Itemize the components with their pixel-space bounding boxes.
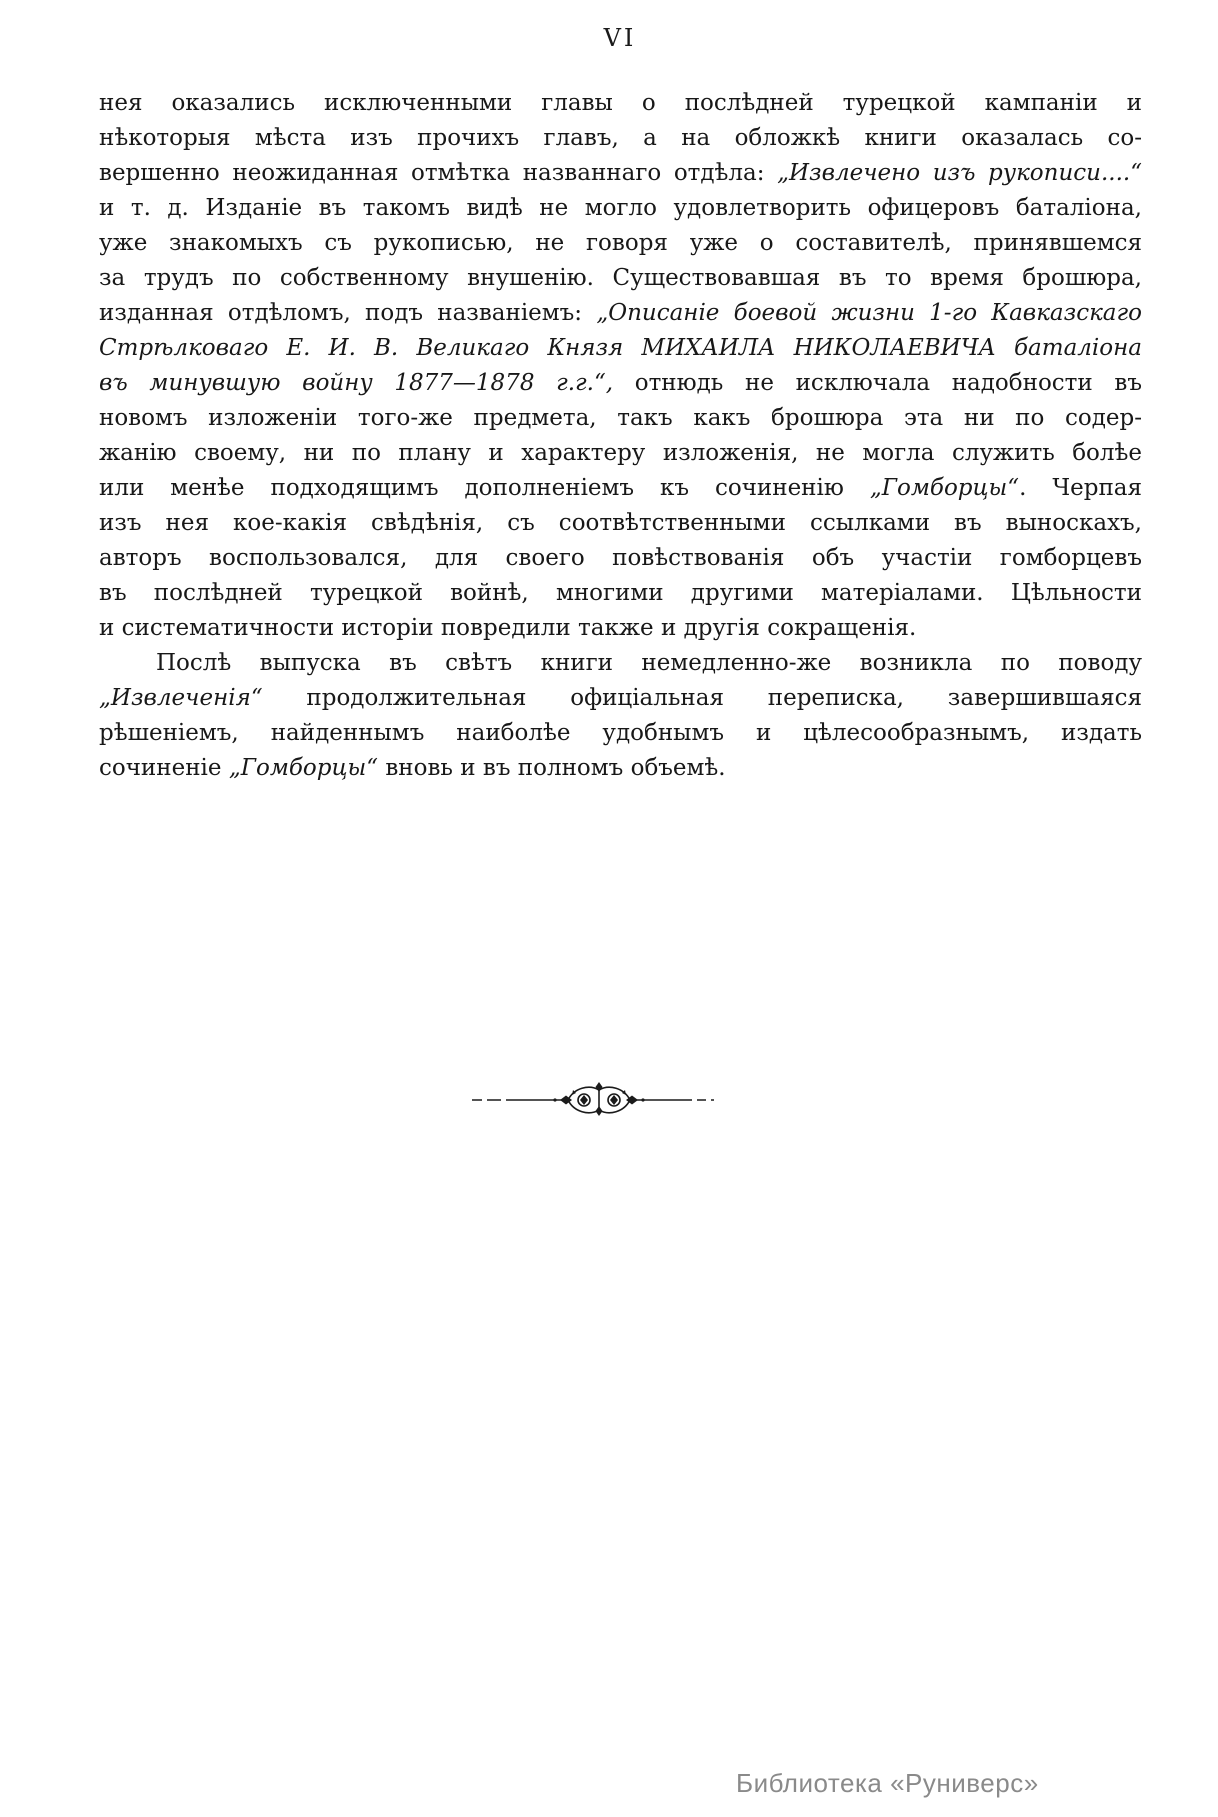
text-line [99,191,1142,226]
italic-text: „Извлеченія“ [99,685,263,711]
body-text-segment: за трудъ по собственному внушенію. Существовавшая въ то время брошюра, [99,265,1142,291]
text-line [99,611,1142,646]
body-text-segment: и т. д. Изданіе въ такомъ видѣ не могло удовлетворить офицеровъ баталіона, [99,195,1142,221]
text-line [99,646,1142,681]
body-text-segment: новомъ изложеніи того-же предмета, такъ какъ брошюра эта ни по содер- [99,405,1142,431]
body-text-segment: нѣкоторыя мѣста изъ прочихъ главъ, а на обложкѣ книги оказалась со- [99,125,1142,151]
body-text-segment: въ послѣдней турецкой войнѣ, многими другими матеріалами. Цѣльности [99,580,1142,606]
italic-text: Стрѣлковаго Е. И. В. Великаго Князя МИХАИЛА НИКОЛАЕВИЧА баталіона [99,335,1142,361]
body-text-segment: авторъ воспользовался, для своего повѣствованія объ участіи гомборцевъ [99,545,1142,571]
text-line [99,121,1142,156]
section-divider [470,1080,728,1118]
page-body [99,86,1142,786]
text-line [99,86,1142,121]
body-text-segment: изданная отдѣломъ, подъ названіемъ: [99,300,597,326]
italic-text: „Извлечено изъ рукописи....“ [777,160,1142,186]
text-line [99,716,1142,751]
body-text-segment: изъ нея кое-какія свѣдѣнія, съ соотвѣтственными ссылками въ выноскахъ, [99,510,1142,536]
text-line [99,506,1142,541]
body-text-segment: . Черпая [1019,475,1142,501]
italic-text: „Описаніе боевой жизни 1-го Кавказскаго [596,300,1142,326]
text-line [99,401,1142,436]
body-text-segment: жанію своему, ни по плану и характеру изложенія, не могла служить болѣе [99,440,1142,466]
text-line [99,576,1142,611]
italic-text: „Гомборцы“ [869,475,1020,501]
body-text-segment: отнюдь не исключала надобности въ [613,370,1142,396]
body-text-segment: продолжительная офиціальная переписка, завершившаяся [262,685,1142,711]
library-watermark: Библиотека «Руниверс» [736,1768,1039,1798]
italic-text: „Гомборцы“ [228,755,379,781]
body-text-segment: сочиненіе [99,755,229,781]
body-text-segment: уже знакомыхъ съ рукописью, не говоря уже о составителѣ, принявшемся [99,230,1142,256]
body-text-segment: и систематичности исторіи повредили также и другія сокращенія. [99,615,917,641]
body-text-segment: вершенно неожиданная отмѣтка названнаго отдѣла: [99,160,778,186]
text-line [99,226,1142,261]
body-text-segment: рѣшеніемъ, найденнымъ наиболѣе удобнымъ и цѣлесообразнымъ, издать [99,720,1142,746]
italic-text: въ минувшую войну 1877—1878 г.г.“, [99,370,614,396]
body-text-segment: или менѣе подходящимъ дополненіемъ къ сочиненію [99,475,870,501]
text-line [99,681,1142,716]
text-line [99,541,1142,576]
body-text-segment: нея оказались исключенными главы о послѣдней турецкой кампаніи и [99,90,1142,116]
flourish-icon [470,1080,728,1118]
body-text-segment: Послѣ выпуска въ свѣтъ книги немедленно-же возникла по поводу [156,650,1142,676]
text-line [99,331,1142,366]
page-number: VI [603,24,637,52]
text-line [99,261,1142,296]
text-line [99,366,1142,401]
text-line [99,156,1142,191]
text-line [99,471,1142,506]
text-line [99,751,1142,786]
text-line [99,436,1142,471]
body-text-segment: вновь и въ полномъ объемѣ. [378,755,726,781]
text-line [99,296,1142,331]
